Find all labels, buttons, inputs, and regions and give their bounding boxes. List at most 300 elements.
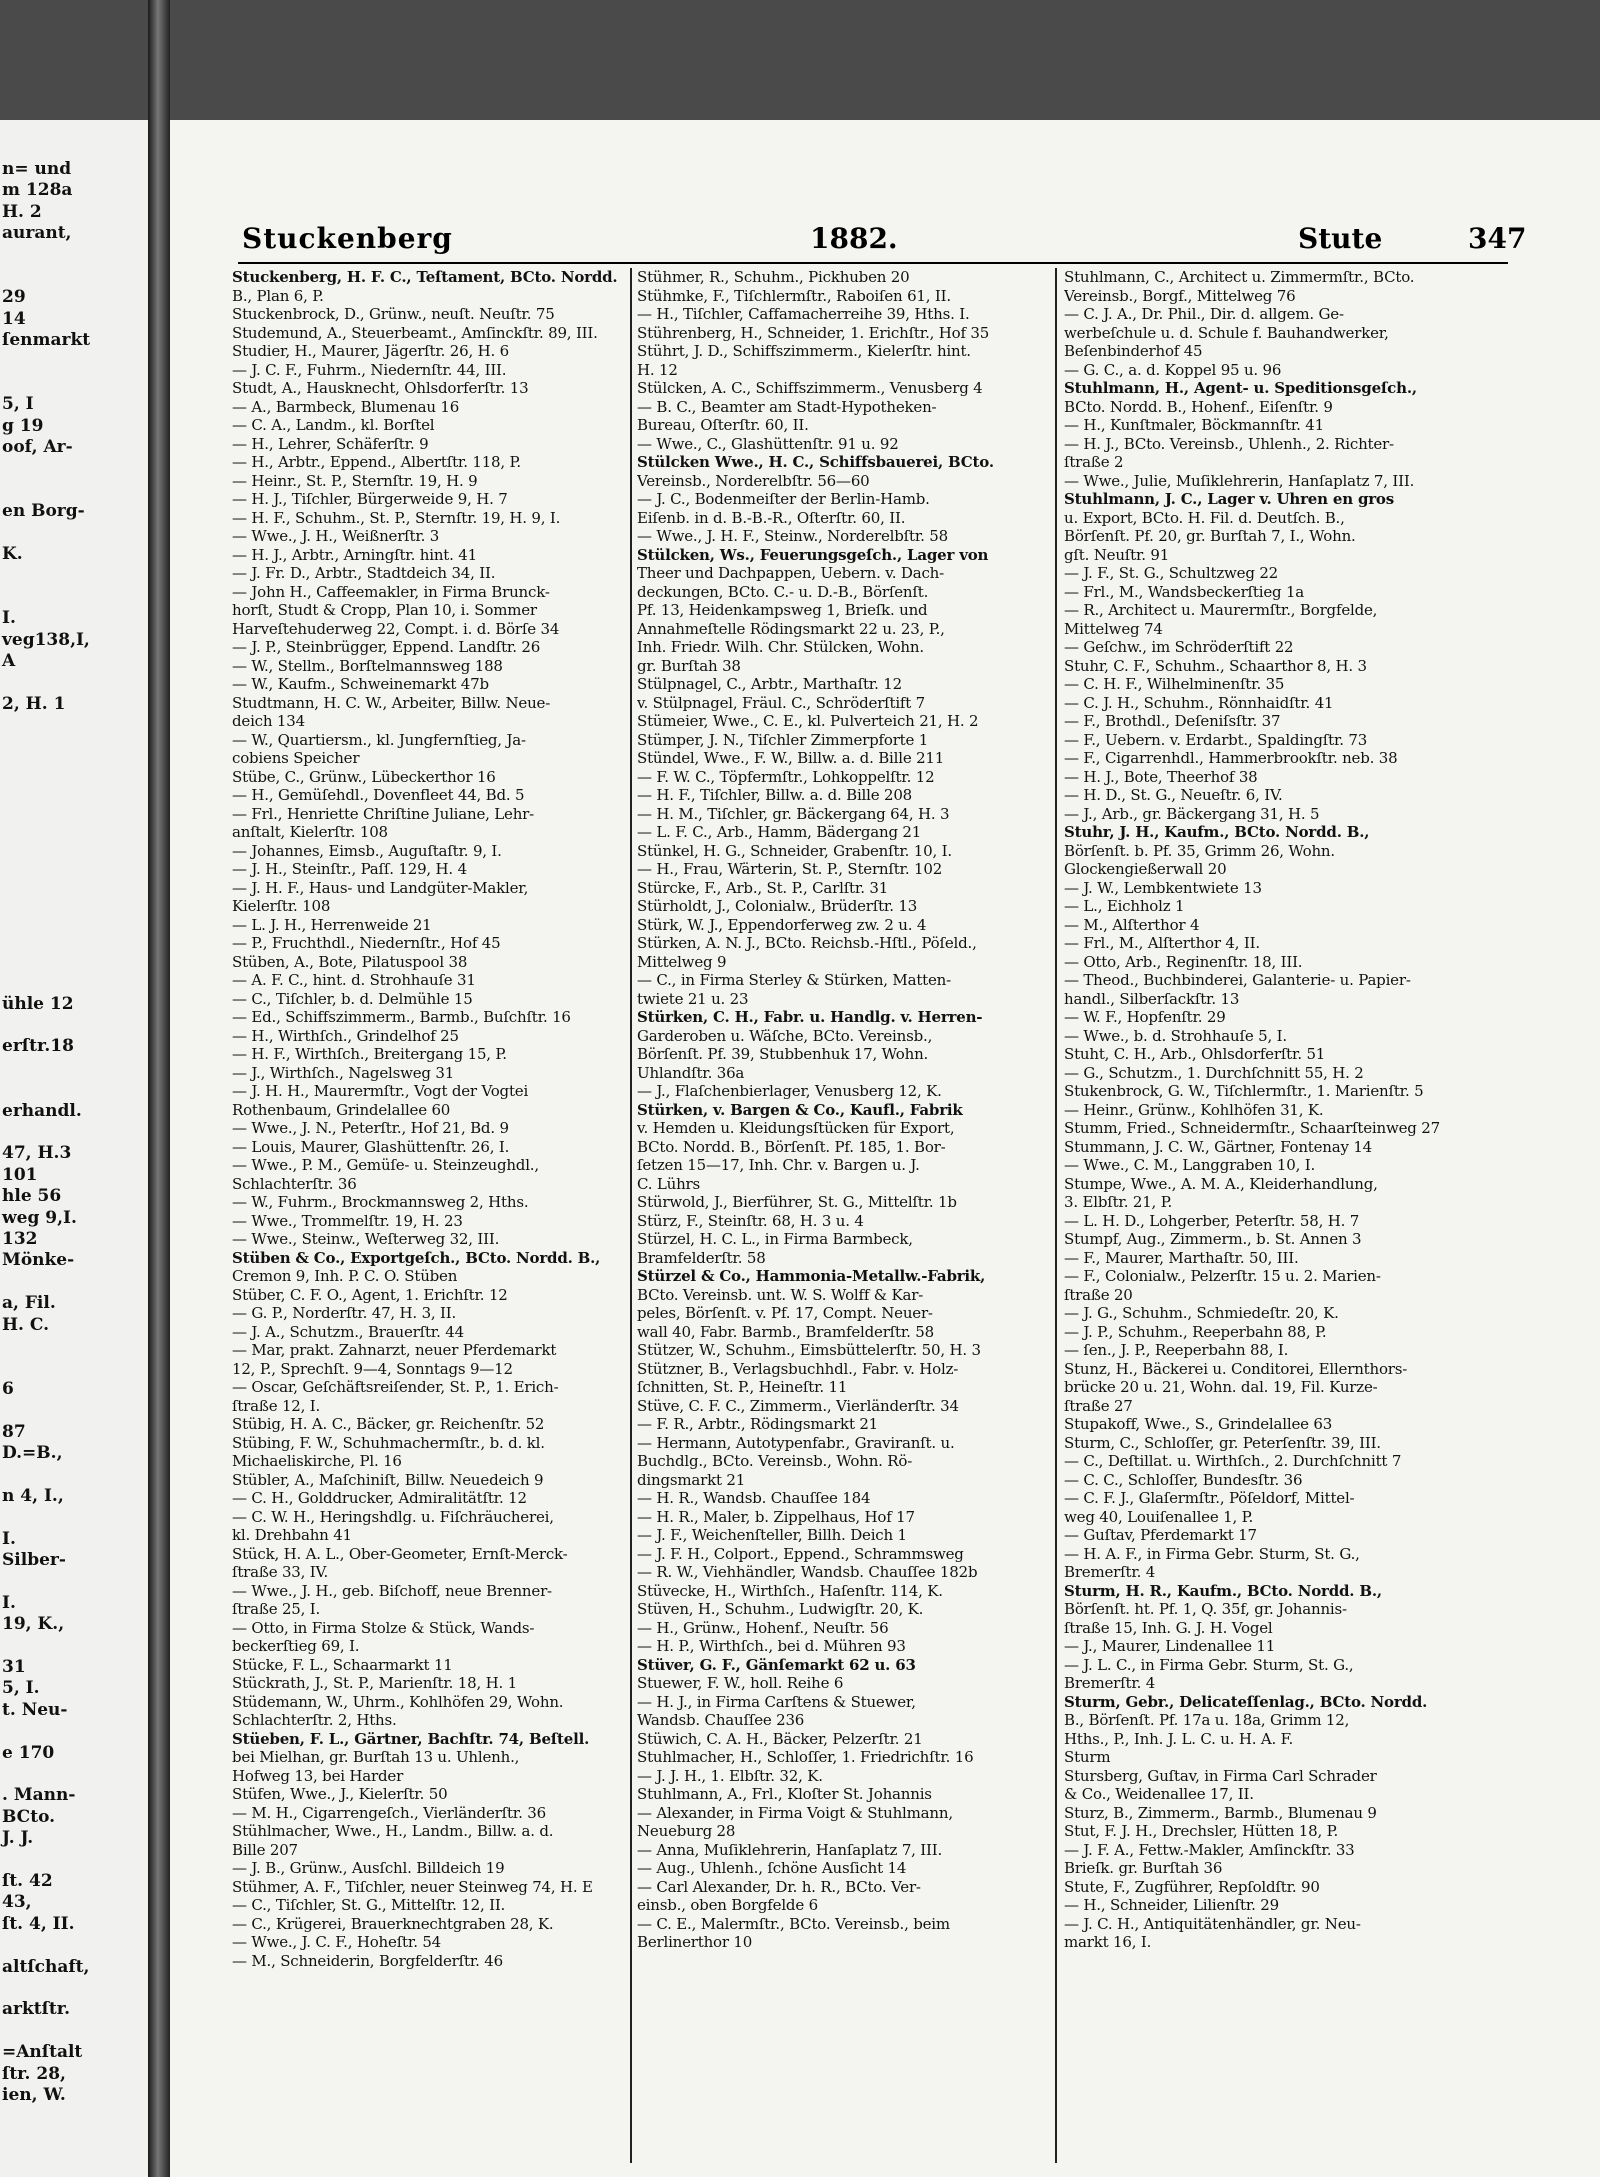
fragment-line: 29: [2, 287, 26, 308]
directory-entry: Stüben, A., Bote, Pilatuspool 38: [232, 952, 468, 971]
directory-entry: Stürk, W. J., Eppendorferweg zw. 2 u. 4: [637, 915, 927, 934]
book-gutter: [148, 0, 170, 2177]
column-divider: [630, 268, 632, 2163]
directory-entry: Stützer, W., Schuhm., Eimsbüttelerſtr. 50, H. 3: [637, 1341, 981, 1359]
directory-entry: — W., Stellm., Borſtelmannsweg 188: [232, 656, 503, 675]
directory-entry: Stücke, F. L., Schaarmarkt 11: [232, 1655, 453, 1674]
directory-entry: & Co., Weidenallee 17, II.: [1064, 1785, 1254, 1803]
directory-entry: — F. R., Arbtr., Rödingsmarkt 21: [637, 1415, 879, 1433]
directory-entry: Stuhlmann, H., Agent- u. Speditionsgeſch.,: [1064, 379, 1417, 397]
directory-entry: — J. J. H., 1. Elbſtr. 32, K.: [637, 1766, 823, 1785]
directory-entry: Stüber, C. F. O., Agent, 1. Erichſtr. 12: [232, 1285, 508, 1304]
directory-entry: Stuckenberg, H. F. C., Teſtament, BCto. Nordd.: [232, 268, 618, 286]
fragment-line: BCto.: [2, 1806, 56, 1827]
directory-entry: Stürken, A. N. J., BCto. Reichsb.-Hſtl., Pöſeld.,: [637, 934, 977, 952]
directory-entry: Stuhlmann, C., Architect u. Zimmermſtr., BCto.: [1064, 268, 1415, 286]
directory-entry: — H., Arbtr., Eppend., Albertſtr. 118, P.: [232, 453, 521, 471]
directory-entry: — J. B., Grünw., Ausſchl. Billdeich 19: [232, 1859, 505, 1877]
fragment-line: oof, Ar-: [2, 437, 73, 458]
directory-entry: — H. P., Wirthſch., bei d. Mühren 93: [637, 1637, 906, 1655]
directory-entry: Stülpnagel, C., Arbtr., Marthaſtr. 12: [637, 675, 902, 693]
directory-entry: — C., Krügerei, Brauerknechtgraben 28, K.: [232, 1914, 554, 1933]
fragment-line: n 4, I.,: [2, 1485, 64, 1506]
directory-entry: — M., Schneiderin, Borgfelderſtr. 46: [232, 1951, 503, 1970]
directory-entry: Stüve, C. F. C., Zimmerm., Vierländerſtr. 34: [637, 1396, 959, 1415]
directory-entry: — M., Alſterthor 4: [1064, 915, 1200, 934]
directory-entry: Schlachterſtr. 2, Hths.: [232, 1711, 397, 1729]
directory-entry: — H. J., Arbtr., Arningſtr. hint. 41: [232, 545, 477, 564]
directory-entry: Stümeier, Wwe., C. E., kl. Pulverteich 21, H. 2: [637, 712, 979, 730]
directory-entry: weg 40, Louiſenallee 1, P.: [1064, 1507, 1254, 1526]
fragment-line: Mönke-: [2, 1250, 75, 1271]
directory-entry: Neueburg 28: [637, 1822, 736, 1840]
directory-entry: u. Export, BCto. H. Fil. d. Deutſch. B.,: [1064, 508, 1345, 527]
directory-entry: — Frl., M., Alſterthor 4, II.: [1064, 934, 1260, 952]
directory-entry: — H. J., Tiſchler, Bürgerweide 9, H. 7: [232, 490, 508, 508]
fragment-line: hle 56: [2, 1186, 62, 1207]
fragment-line: ien, W.: [2, 2085, 66, 2105]
directory-entry: — J. H. F., Haus- und Landgüter-Makler,: [232, 878, 529, 897]
directory-entry: — J. Fr. D., Arbtr., Stadtdeich 34, II.: [232, 564, 496, 582]
fragment-line: J. J.: [2, 1828, 34, 1849]
directory-entry: Börſenſt. Pf. 39, Stubbenhuk 17, Wohn.: [637, 1045, 929, 1063]
directory-entry: — J. C. F., Fuhrm., Niedernſtr. 44, III.: [232, 360, 507, 379]
directory-entry: — J. L. C., in Firma Gebr. Sturm, St. G.,: [1064, 1655, 1354, 1674]
fragment-line: veg138,I,: [2, 629, 90, 650]
fragment-line: K.: [2, 544, 23, 565]
column-divider: [1055, 268, 1057, 2163]
directory-entry: Stülcken, Ws., Feuerungsgeſch., Lager von: [637, 545, 989, 564]
fragment-line: =Anſtalt: [2, 2042, 83, 2063]
fragment-line: H. 2: [2, 201, 42, 222]
directory-entry: — F., Uebern. v. Erdarbt., Spaldingſtr. 73: [1064, 730, 1368, 749]
column-3: [1064, 268, 1519, 1952]
fragment-line: 87: [2, 1421, 26, 1442]
directory-entry: — Guſtav, Pferdemarkt 17: [1064, 1526, 1257, 1544]
directory-entry: — F. W. C., Töpfermſtr., Lohkoppelſtr. 12: [637, 767, 935, 786]
directory-entry: ſtraße 2: [1064, 453, 1124, 471]
directory-entry: Bremerſtr. 4: [1064, 1674, 1156, 1692]
header-rule: [238, 262, 1508, 264]
directory-entry: Stührenberg, H., Schneider, 1. Erichſtr., Hof 35: [637, 323, 990, 342]
fragment-line: a, Fil.: [2, 1293, 56, 1314]
directory-entry: — H., Schneider, Lilienſtr. 29: [1064, 1896, 1279, 1914]
directory-entry: ſtraße 15, Inh. G. J. H. Vogel: [1064, 1618, 1273, 1637]
directory-entry: B., Börſenſt. Pf. 17a u. 18a, Grimm 12,: [1064, 1711, 1350, 1729]
directory-entry: — C. H. F., Wilhelminenſtr. 35: [1064, 675, 1285, 693]
directory-entry: — Heinr., St. P., Sternſtr. 19, H. 9: [232, 471, 478, 490]
directory-entry: — Wwe., Steinw., Weſterweg 32, III.: [232, 1230, 500, 1248]
directory-entry: Hofweg 13, bei Harder: [232, 1766, 404, 1785]
directory-entry: — W. F., Hopfenſtr. 29: [1064, 1008, 1226, 1026]
directory-entry: — W., Fuhrm., Brockmannsweg 2, Hths.: [232, 1193, 529, 1211]
directory-entry: Cremon 9, Inh. P. C. O. Stüben: [232, 1267, 458, 1285]
directory-entry: — H. J., BCto. Vereinsb., Uhlenh., 2. Richter-: [1064, 434, 1394, 453]
directory-entry: BCto. Vereinsb. unt. W. S. Wolff & Kar-: [637, 1285, 924, 1304]
directory-entry: Stürz, F., Steinſtr. 68, H. 3 u. 4: [637, 1211, 864, 1230]
directory-entry: Börſenſt. Pf. 20, gr. Burſtah 7, I., Wohn.: [1064, 527, 1356, 545]
directory-entry: H. 12: [637, 360, 678, 379]
directory-entry: — Wwe., J. N., Peterſtr., Hof 21, Bd. 9: [232, 1119, 509, 1137]
directory-entry: — Carl Alexander, Dr. h. R., BCto. Ver-: [637, 1877, 921, 1896]
directory-entry: — Anna, Muſiklehrerin, Hanſaplatz 7, III.: [637, 1840, 943, 1859]
directory-entry: ſetzen 15—17, Inh. Chr. v. Bargen u. J.: [637, 1156, 920, 1174]
directory-entry: anſtalt, Kielerſtr. 108: [232, 823, 388, 841]
directory-entry: Beſenbinderhof 45: [1064, 342, 1203, 360]
directory-entry: — H. J., Bote, Theerhof 38: [1064, 767, 1258, 786]
directory-entry: v. Hemden u. Kleidungsſtücken für Export,: [637, 1119, 955, 1137]
directory-entry: ſtraße 12, I.: [232, 1396, 321, 1415]
directory-entry: einsb., oben Borgfelde 6: [637, 1896, 818, 1914]
directory-entry: Studemund, A., Steuerbeamt., Amſinckſtr. 89, III.: [232, 323, 598, 342]
fragment-line: A: [2, 651, 16, 672]
directory-entry: Harveſtehuderweg 22, Compt. i. d. Börſe 34: [232, 619, 560, 638]
fragment-line: H. C.: [2, 1314, 50, 1335]
directory-entry: Stüven, H., Schuhm., Ludwigſtr. 20, K.: [637, 1600, 924, 1618]
directory-entry: markt 16, I.: [1064, 1933, 1152, 1951]
directory-entry: Stülcken Wwe., H. C., Schiffsbauerei, BCto.: [637, 453, 994, 471]
directory-entry: Stumm, Fried., Schneidermſtr., Schaarſteinweg 27: [1064, 1119, 1440, 1137]
directory-entry: — L., Eichholz 1: [1064, 897, 1185, 915]
directory-entry: 3. Elbſtr. 21, P.: [1064, 1193, 1173, 1211]
directory-entry: Stuhlmacher, H., Schloſſer, 1. Friedrichſtr. 16: [637, 1748, 974, 1766]
directory-entry: Stuht, C. H., Arb., Ohlsdorferſtr. 51: [1064, 1045, 1326, 1063]
directory-entry: Sturm, Gebr., Delicateſſenlag., BCto. Nordd.: [1064, 1692, 1428, 1711]
directory-entry: — H. F., Tiſchler, Billw. a. d. Bille 208: [637, 786, 913, 804]
directory-entry: Stuhr, J. H., Kaufm., BCto. Nordd. B.,: [1064, 823, 1370, 841]
directory-entry: — B. C., Beamter am Stadt-Hypotheken-: [637, 397, 937, 416]
directory-entry: Vereinsb., Norderelbſtr. 56—60: [637, 471, 870, 490]
directory-entry: Uhlandſtr. 36a: [637, 1063, 745, 1082]
directory-entry: Pf. 13, Heidenkampsweg 1, Brieſk. und: [637, 601, 928, 619]
directory-entry: — ſen., J. P., Reeperbahn 88, I.: [1064, 1341, 1289, 1359]
directory-entry: Stupakoff, Wwe., S., Grindelallee 63: [1064, 1415, 1333, 1433]
column-1: [232, 268, 687, 1970]
directory-entry: Stühmke, F., Tiſchlermſtr., Raboiſen 61, II.: [637, 286, 951, 305]
directory-entry: Stute, F., Zugführer, Repſoldſtr. 90: [1064, 1877, 1320, 1896]
directory-entry: Vereinsb., Borgf., Mittelweg 76: [1064, 286, 1296, 305]
directory-entry: Stuhr, C. F., Schuhm., Schaarthor 8, H. 3: [1064, 656, 1367, 675]
fragment-line: n= und: [2, 159, 72, 179]
fragment-line: 2, H. 1: [2, 694, 66, 714]
directory-entry: — H., Kunſtmaler, Böckmannſtr. 41: [1064, 416, 1324, 434]
directory-entry: — J., Arb., gr. Bäckergang 31, H. 5: [1064, 804, 1320, 823]
directory-entry: — Johannes, Eimsb., Auguſtaſtr. 9, I.: [232, 841, 502, 860]
fragment-line: weg 9,I.: [2, 1207, 77, 1228]
directory-entry: Stummann, J. C. W., Gärtner, Fontenay 14: [1064, 1137, 1373, 1156]
directory-entry: — H. F., Wirthſch., Breitergang 15, P.: [232, 1045, 507, 1063]
directory-entry: — J., Maurer, Lindenallee 11: [1064, 1637, 1276, 1655]
directory-entry: — H. A. F., in Firma Gebr. Sturm, St. G.,: [1064, 1544, 1360, 1563]
directory-entry: — C. J. H., Schuhm., Rönnhaidſtr. 41: [1064, 693, 1334, 712]
directory-entry: Börſenſt. b. Pf. 35, Grimm 26, Wohn.: [1064, 841, 1335, 860]
fragment-line: I.: [2, 608, 16, 629]
directory-entry: Stuhlmann, A., Frl., Kloſter St. Johannis: [637, 1785, 932, 1803]
directory-entry: — Wwe., Trommelſtr. 19, H. 23: [232, 1211, 463, 1230]
directory-entry: Stülcken, A. C., Schiffszimmerm., Venusberg 4: [637, 379, 983, 397]
directory-entry: — G., Schutzm., 1. Durchſchnitt 55, H. 2: [1064, 1063, 1364, 1082]
directory-entry: Theer und Dachpappen, Uebern. v. Dach-: [637, 564, 944, 582]
directory-entry: — Theod., Buchbinderei, Galanterie- u. Papier-: [1064, 971, 1411, 989]
directory-entry: Stumpf, Aug., Zimmerm., b. St. Annen 3: [1064, 1230, 1362, 1248]
directory-entry: 12, P., Sprechſt. 9—4, Sonntags 9—12: [232, 1359, 513, 1378]
directory-entry: — H., Tiſchler, Caffamacherreihe 39, Hths. I.: [637, 305, 970, 323]
directory-entry: — Wwe., J. H., Weißnerſtr. 3: [232, 527, 440, 545]
directory-entry: Stübe, C., Grünw., Lübeckerthor 16: [232, 767, 496, 786]
directory-entry: — Hermann, Autotypenfabr., Graviranſt. u.: [637, 1433, 955, 1452]
directory-entry: ſtraße 25, I.: [232, 1600, 321, 1618]
directory-entry: — C. F. J., Glaſermſtr., Pöſeldorf, Mittel-: [1064, 1489, 1355, 1507]
directory-entry: — J. P., Steinbrügger, Eppend. Landſtr. 26: [232, 638, 541, 656]
directory-entry: werbeſchule u. d. Schule f. Bauhandwerker,: [1064, 323, 1389, 342]
fragment-line: en Borg-: [2, 501, 85, 522]
fragment-line: ſenmarkt: [2, 330, 91, 351]
directory-entry: Stüfen, Wwe., J., Kielerſtr. 50: [232, 1785, 448, 1803]
directory-entry: — C. A., Landm., kl. Borſtel: [232, 416, 435, 434]
directory-entry: Stüver, G. F., Gänſemarkt 62 u. 63: [637, 1655, 916, 1674]
directory-entry: — C., Deſtillat. u. Wirthſch., 2. Durchſchnitt 7: [1064, 1452, 1402, 1470]
fragment-line: m 128a: [2, 180, 73, 201]
directory-entry: Michaeliskirche, Pl. 16: [232, 1452, 402, 1470]
directory-entry: Stuhlmann, J. C., Lager v. Uhren en gros: [1064, 490, 1394, 508]
directory-entry: — H., Grünw., Hohenf., Neuſtr. 56: [637, 1618, 889, 1637]
directory-entry: — L. F. C., Arb., Hamm, Bädergang 21: [637, 823, 922, 841]
fragment-line: erſtr.18: [2, 1036, 74, 1057]
directory-entry: brücke 20 u. 21, Wohn. dal. 19, Fil. Kurze-: [1064, 1378, 1378, 1396]
directory-entry: C. Lührs: [637, 1174, 701, 1193]
directory-entry: Stukenbrock, G. W., Tiſchlermſtr., 1. Marienſtr. 5: [1064, 1082, 1424, 1100]
directory-entry: — F., Cigarrenhdl., Hammerbrookſtr. neb. 38: [1064, 749, 1398, 767]
directory-entry: — Oscar, Geſchäftsreiſender, St. P., 1. Erich-: [232, 1378, 559, 1396]
header-last-entry: Stute: [1298, 222, 1383, 255]
directory-entry: Stückrath, J., St. P., Marienſtr. 18, H. 1: [232, 1674, 517, 1692]
directory-entry: — Frl., M., Wandsbeckerſtieg 1a: [1064, 582, 1305, 601]
fragment-line: ühle 12: [2, 993, 74, 1014]
directory-entry: ſtraße 33, IV.: [232, 1563, 329, 1581]
directory-entry: Berlinerthor 10: [637, 1933, 753, 1951]
directory-entry: Bille 207: [232, 1840, 298, 1859]
directory-entry: — C., in Firma Sterley & Stürken, Matten-: [637, 971, 951, 989]
directory-entry: — H. F., Schuhm., St. P., Sternſtr. 19, H. 9, I.: [232, 508, 561, 527]
fragment-line: 101: [2, 1164, 38, 1185]
directory-entry: Stümper, J. N., Tiſchler Zimmerpforte 1: [637, 730, 929, 749]
directory-entry: Sturm: [1064, 1748, 1111, 1766]
directory-entry: Stück, H. A. L., Ober-Geometer, Ernſt-Merck-: [232, 1544, 568, 1563]
directory-entry: — Wwe., J. H. F., Steinw., Norderelbſtr. 58: [637, 527, 948, 545]
directory-entry: — J. C. H., Antiquitätenhändler, gr. Neu-: [1064, 1914, 1361, 1933]
directory-entry: BCto. Nordd. B., Börſenſt. Pf. 185, 1. Bor-: [637, 1137, 946, 1156]
directory-entry: Mittelweg 9: [637, 952, 727, 971]
fragment-line: I.: [2, 1528, 16, 1549]
directory-entry: Stürken, C. H., Fabr. u. Handlg. v. Herren-: [637, 1008, 983, 1026]
directory-entry: Studier, H., Maurer, Jägerſtr. 26, H. 6: [232, 342, 509, 360]
directory-entry: Stübing, F. W., Schuhmachermſtr., b. d. kl.: [232, 1433, 545, 1452]
header-year: 1882.: [810, 222, 898, 255]
directory-entry: — H. R., Wandsb. Chauſſee 184: [637, 1489, 871, 1507]
directory-entry: — G. P., Norderſtr. 47, H. 3, II.: [232, 1304, 457, 1322]
directory-entry: Stüwich, C. A. H., Bäcker, Pelzerſtr. 21: [637, 1729, 923, 1748]
directory-entry: Sturm, C., Schloſſer, gr. Peterſenſtr. 39, III.: [1064, 1433, 1381, 1452]
directory-entry: Stüeben, F. L., Gärtner, Bachſtr. 74, Beſtell.: [232, 1729, 590, 1748]
fragment-line: altſchaft,: [2, 1956, 90, 1977]
directory-entry: Stühlmacher, Wwe., H., Landm., Billw. a. d.: [232, 1822, 554, 1840]
facing-page-fragment: [0, 120, 148, 2177]
directory-entry: — J. F., Weichenſteller, Billh. Deich 1: [637, 1526, 907, 1544]
directory-entry: — H. D., St. G., Neueſtr. 6, IV.: [1064, 786, 1283, 804]
fragment-line: 5, I.: [2, 1678, 40, 1699]
directory-entry: Stuckenbrock, D., Grünw., neuſt. Neuſtr. 75: [232, 305, 555, 323]
directory-entry: Börſenſt. ht. Pf. 1, Q. 35f, gr. Johannis-: [1064, 1600, 1347, 1618]
directory-entry: ſtraße 27: [1064, 1396, 1133, 1415]
directory-entry: ſchnitten, St. P., Heineſtr. 11: [637, 1378, 848, 1396]
directory-entry: — W., Kaufm., Schweinemarkt 47b: [232, 675, 489, 693]
directory-entry: Stübig, H. A. C., Bäcker, gr. Reichenſtr. 52: [232, 1415, 545, 1433]
fragment-line: ſt. 4, II.: [2, 1913, 75, 1934]
directory-entry: — H., Frau, Wärterin, St. P., Sternſtr. 102: [637, 860, 943, 878]
fragment-line: 19, K.,: [2, 1614, 65, 1635]
directory-entry: Bramfelderſtr. 58: [637, 1248, 766, 1267]
directory-entry: BCto. Nordd. B., Hohenf., Eiſenſtr. 9: [1064, 397, 1333, 416]
directory-entry: — Wwe., C., Glashüttenſtr. 91 u. 92: [637, 434, 899, 453]
directory-entry: Stündel, Wwe., F. W., Billw. a. d. Bille 211: [637, 749, 945, 767]
directory-entry: Glockengießerwall 20: [1064, 860, 1227, 878]
directory-entry: Stürholdt, J., Colonialw., Brüderſtr. 13: [637, 897, 918, 915]
directory-entry: gr. Burſtah 38: [637, 656, 741, 675]
directory-entry: — A., Barmbeck, Blumenau 16: [232, 397, 460, 416]
directory-entry: Mittelweg 74: [1064, 619, 1163, 638]
fragment-line: 6: [2, 1378, 14, 1399]
directory-entry: Stübler, A., Maſchiniſt, Billw. Neuedeich 9: [232, 1470, 544, 1489]
directory-entry: — H. M., Tiſchler, gr. Bäckergang 64, H. 3: [637, 804, 950, 823]
directory-entry: Stüvecke, H., Wirthſch., Haſenſtr. 114, K.: [637, 1581, 943, 1600]
page-number: 347: [1468, 222, 1527, 255]
directory-entry: Stürzel & Co., Hammonia-Metallw.-Fabrik,: [637, 1267, 986, 1285]
directory-entry: — H., Wirthſch., Grindelhof 25: [232, 1026, 459, 1045]
directory-entry: — C., Tiſchler, b. d. Delmühle 15: [232, 989, 473, 1008]
directory-entry: — H. J., in Firma Carſtens & Stuewer,: [637, 1692, 916, 1711]
directory-entry: horſt, Studt & Cropp, Plan 10, i. Sommer: [232, 601, 537, 619]
directory-entry: — C. J. A., Dr. Phil., Dir. d. allgem. Ge-: [1064, 305, 1344, 323]
fragment-line: D.=B.,: [2, 1443, 63, 1463]
directory-entry: handl., Silberſackſtr. 13: [1064, 989, 1240, 1008]
directory-entry: Hths., P., Inh. J. L. C. u. H. A. F.: [1064, 1729, 1294, 1748]
fragment-line: 14: [2, 308, 26, 329]
directory-entry: — Ed., Schiffszimmerm., Barmb., Buſchſtr. 16: [232, 1008, 571, 1026]
directory-entry: — A. F. C., hint. d. Strohhauſe 31: [232, 971, 476, 989]
directory-entry: ſtraße 20: [1064, 1285, 1133, 1304]
fragment-line: 5, I: [2, 394, 34, 415]
directory-entry: — Alexander, in Firma Voigt & Stuhlmann,: [637, 1803, 953, 1822]
directory-entry: — John H., Caffeemakler, in Firma Brunck-: [232, 582, 550, 601]
fragment-line: I.: [2, 1592, 16, 1613]
directory-entry: Sturz, B., Zimmerm., Barmb., Blumenau 9: [1064, 1803, 1377, 1822]
directory-entry: bei Mielhan, gr. Burſtah 13 u. Uhlenh.,: [232, 1748, 520, 1766]
directory-entry: — Heinr., Grünw., Kohlhöfen 31, K.: [1064, 1100, 1324, 1119]
directory-entry: Stührt, J. D., Schiffszimmerm., Kielerſtr. hint.: [637, 342, 971, 360]
header-first-entry: Stuckenberg: [242, 222, 453, 255]
fragment-line: ſt. 42: [2, 1871, 53, 1891]
fragment-line: erhandl.: [2, 1100, 82, 1121]
directory-entry: B., Plan 6, P.: [232, 286, 324, 305]
directory-entry: cobiens Speicher: [232, 749, 360, 767]
fragment-line: e 170: [2, 1742, 55, 1763]
directory-entry: — J., Wirthſch., Nagelsweg 31: [232, 1063, 455, 1082]
directory-entry: — F., Brothdl., Deſeniſsſtr. 37: [1064, 712, 1281, 730]
directory-entry: — C. E., Malermſtr., BCto. Vereinsb., beim: [637, 1914, 950, 1933]
fragment-line: 47, H.3: [2, 1143, 72, 1164]
directory-entry: — J. F. A., Fettw.-Makler, Amſinckſtr. 33: [1064, 1840, 1355, 1859]
directory-entry: — H., Lehrer, Schäferſtr. 9: [232, 434, 429, 453]
directory-entry: — J. H., Steinſtr., Paſſ. 129, H. 4: [232, 860, 467, 878]
directory-entry: Bureau, Oſterſtr. 60, II.: [637, 416, 809, 434]
directory-entry: — F., Maurer, Marthaſtr. 50, III.: [1064, 1248, 1299, 1267]
directory-entry: — J. P., Schuhm., Reeperbahn 88, P.: [1064, 1322, 1327, 1341]
directory-entry: Rothenbaum, Grindelallee 60: [232, 1100, 451, 1119]
directory-entry: — J. F. H., Colport., Eppend., Schrammsweg: [637, 1544, 964, 1563]
directory-entry: — C. C., Schloſſer, Bundesſtr. 36: [1064, 1470, 1303, 1489]
directory-entry: deckungen, BCto. C.- u. D.-B., Börſenſt.: [637, 582, 929, 601]
directory-entry: wall 40, Fabr. Barmb., Bramfelderſtr. 58: [637, 1322, 934, 1341]
directory-entry: Stuewer, F. W., holl. Reihe 6: [637, 1674, 844, 1692]
directory-entry: Brieſk. gr. Burſtah 36: [1064, 1859, 1223, 1877]
directory-entry: — J., Flaſchenbierlager, Venusberg 12, K.: [637, 1082, 942, 1100]
fragment-line: t. Neu-: [2, 1699, 68, 1720]
directory-entry: — P., Fruchthdl., Niedernſtr., Hof 45: [232, 934, 501, 952]
directory-page: [170, 120, 1600, 2177]
directory-entry: Stünkel, H. G., Schneider, Grabenſtr. 10, I.: [637, 841, 952, 860]
directory-entry: Stüdemann, W., Uhrm., Kohlhöfen 29, Wohn.: [232, 1692, 564, 1711]
directory-entry: — H. R., Maler, b. Zippelhaus, Hof 17: [637, 1507, 915, 1526]
directory-entry: — J. F., St. G., Schultzweg 22: [1064, 564, 1279, 582]
directory-entry: dingsmarkt 21: [637, 1470, 746, 1489]
directory-entry: — H., Gemüſehdl., Dovenfleet 44, Bd. 5: [232, 786, 525, 804]
directory-entry: Annahmeſtelle Rödingsmarkt 22 u. 23, P.,: [637, 619, 945, 638]
directory-entry: — J. H. H., Maurermſtr., Vogt der Vogtei: [232, 1082, 529, 1100]
directory-entry: beckerſtieg 69, I.: [232, 1637, 360, 1655]
directory-entry: Studtmann, H. C. W., Arbeiter, Billw. Neue-: [232, 693, 551, 712]
directory-entry: — R. W., Viehhändler, Wandsb. Chauſſee 182b: [637, 1563, 978, 1581]
directory-entry: — Otto, in Firma Stolze & Stück, Wands-: [232, 1618, 535, 1637]
directory-entry: — Geſchw., im Schröderſtift 22: [1064, 638, 1294, 656]
directory-entry: Sturm, H. R., Kaufm., BCto. Nordd. B.,: [1064, 1581, 1382, 1600]
directory-entry: Stumpe, Wwe., A. M. A., Kleiderhandlung,: [1064, 1174, 1378, 1193]
directory-entry: — Mar, prakt. Zahnarzt, neuer Pferdemarkt: [232, 1341, 557, 1359]
directory-entry: Kielerſtr. 108: [232, 897, 331, 915]
directory-entry: — J. W., Lembkentwiete 13: [1064, 878, 1262, 897]
directory-entry: — Wwe., J. C. F., Hoheſtr. 54: [232, 1933, 442, 1951]
directory-entry: — W., Quartiersm., kl. Jungfernſtieg, Ja-: [232, 730, 526, 749]
directory-entry: — Aug., Uhlenh., ſchöne Ausſicht 14: [637, 1859, 907, 1877]
directory-entry: Eiſenb. in d. B.-B.-R., Oſterſtr. 60, II.: [637, 508, 906, 527]
fragment-line: 31: [2, 1657, 26, 1677]
directory-entry: v. Stülpnagel, Fräul. C., Schröderſtift 7: [637, 693, 926, 712]
directory-entry: — C. H., Golddrucker, Admiralitätſtr. 12: [232, 1489, 527, 1507]
directory-entry: — J. G., Schuhm., Schmiedeſtr. 20, K.: [1064, 1304, 1339, 1322]
directory-entry: — J. C., Bodenmeiſter der Berlin-Hamb.: [637, 490, 930, 508]
directory-entry: — F., Colonialw., Pelzerſtr. 15 u. 2. Marien-: [1064, 1267, 1381, 1285]
fragment-line: aurant,: [2, 223, 72, 244]
directory-entry: Stürzel, H. C. L., in Firma Barmbeck,: [637, 1230, 913, 1248]
directory-entry: Stützner, B., Verlagsbuchhdl., Fabr. v. Holz-: [637, 1359, 959, 1378]
directory-entry: — L. J. H., Herrenweide 21: [232, 915, 432, 934]
directory-entry: Stürcke, F., Arb., St. P., Carlſtr. 31: [637, 878, 889, 897]
directory-entry: Schlachterſtr. 36: [232, 1174, 357, 1193]
directory-entry: Stürken, v. Bargen & Co., Kaufl., Fabrik: [637, 1100, 963, 1119]
fragment-line: 43,: [2, 1892, 32, 1913]
directory-entry: Stüben & Co., Exportgeſch., BCto. Nordd. B.,: [232, 1248, 601, 1267]
fragment-line: 132: [2, 1229, 38, 1249]
directory-entry: peles, Börſenſt. v. Pf. 17, Compt. Neuer-: [637, 1304, 933, 1322]
